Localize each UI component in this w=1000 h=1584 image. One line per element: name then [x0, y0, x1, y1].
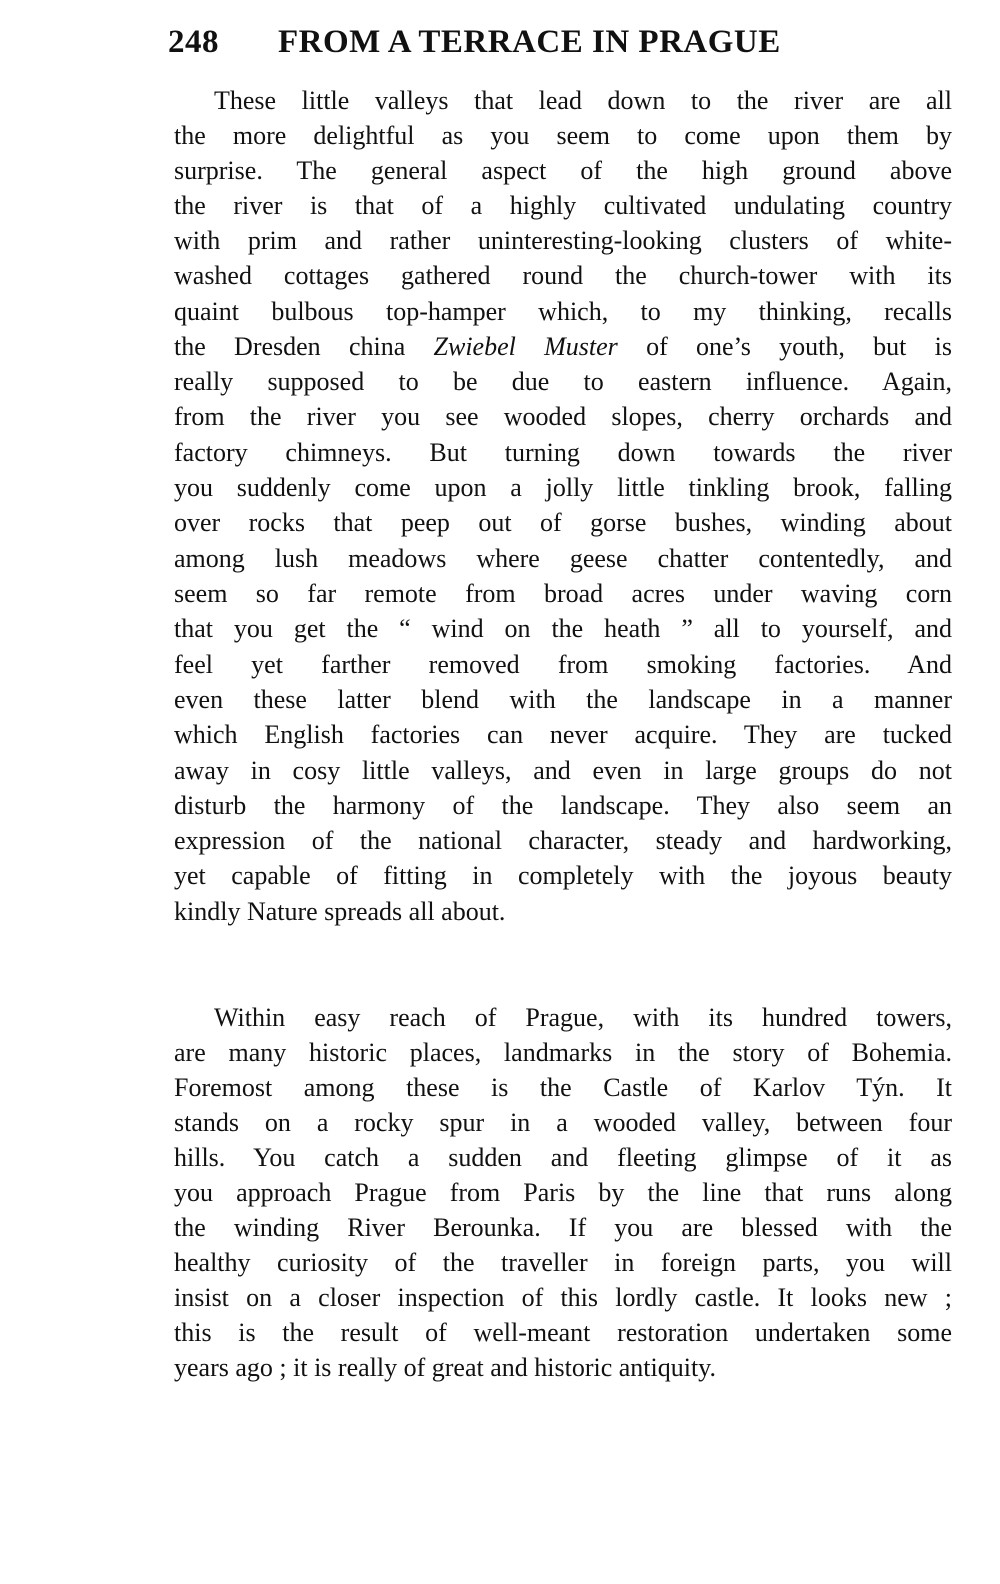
text-line: Foremost among these is the Castle of Karlov Týn. It: [174, 1073, 952, 1102]
text-line: kindly Nature spreads all about.: [174, 897, 506, 926]
text-line: which English factories can never acquire. They are tucked: [174, 720, 952, 749]
text-line: Within easy reach of Prague, with its hundred towers,: [214, 1003, 952, 1032]
text-line: hills. You catch a sudden and fleeting glimpse of it as: [174, 1143, 952, 1172]
text-line: you approach Prague from Paris by the line that runs along: [174, 1178, 952, 1207]
text-line: even these latter blend with the landscape in a manner: [174, 685, 952, 714]
text-line: surprise. The general aspect of the high ground above: [174, 156, 952, 185]
text-line: from the river you see wooded slopes, cherry orchards and: [174, 402, 952, 431]
text-line: are many historic places, landmarks in the story of Bohemia.: [174, 1038, 952, 1067]
text-line: seem so far remote from broad acres under waving corn: [174, 579, 952, 608]
italic-phrase: Zwiebel Muster: [433, 332, 618, 361]
text-line: quaint bulbous top-hamper which, to my thinking, recalls: [174, 297, 952, 326]
text-line: the more delightful as you seem to come upon them by: [174, 121, 952, 150]
text-line: insist on a closer inspection of this lordly castle. It looks new ;: [174, 1283, 952, 1312]
text-line: among lush meadows where geese chatter contentedly, and: [174, 544, 952, 573]
text-line: expression of the national character, steady and hardworking,: [174, 826, 952, 855]
text-line: the winding River Berounka. If you are blessed with the: [174, 1213, 952, 1242]
text-line-italic-phrase: [174, 329, 952, 364]
text-line: factory chimneys. But turning down towards the river: [174, 438, 952, 467]
running-title: FROM A TERRACE IN PRAGUE: [278, 24, 781, 60]
text-line: you suddenly come upon a jolly little tinkling brook, falling: [174, 473, 952, 502]
text-line: These little valleys that lead down to the river are all: [214, 86, 952, 115]
text-run: of one’s youth, but is: [617, 332, 952, 361]
text-line: really supposed to be due to eastern influence. Again,: [174, 367, 952, 396]
text-line: yet capable of fitting in completely with the joyous beauty: [174, 861, 952, 890]
text-line: away in cosy little valleys, and even in large groups do not: [174, 756, 952, 785]
text-line: feel yet farther removed from smoking factories. And: [174, 650, 952, 679]
text-line: washed cottages gathered round the church-tower with its: [174, 261, 952, 290]
page-header: [168, 24, 848, 68]
text-line: over rocks that peep out of gorse bushes, winding about: [174, 508, 952, 537]
text-line: years ago ; it is really of great and historic antiquity.: [174, 1353, 716, 1382]
text-line: disturb the harmony of the landscape. They also seem an: [174, 791, 952, 820]
text-line: stands on a rocky spur in a wooded valley, between four: [174, 1108, 952, 1137]
text-line: with prim and rather uninteresting-looking clusters of white-: [174, 226, 952, 255]
text-line: this is the result of well-meant restoration undertaken some: [174, 1318, 952, 1347]
text-line: the river is that of a highly cultivated undulating country: [174, 191, 952, 220]
text-line: healthy curiosity of the traveller in foreign parts, you will: [174, 1248, 952, 1277]
page-number: 248: [168, 24, 219, 60]
text-line: that you get the “ wind on the heath ” all to yourself, and: [174, 614, 952, 643]
text-run: the Dresden china: [174, 332, 434, 361]
